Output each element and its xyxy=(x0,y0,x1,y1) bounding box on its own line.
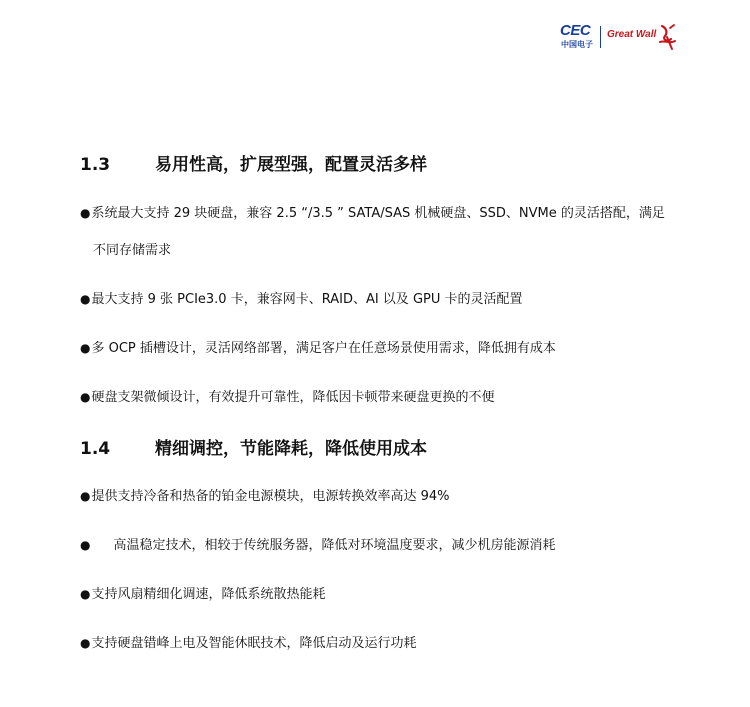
section-number: 1.3 xyxy=(80,155,111,175)
greatwall-brand-mark-icon xyxy=(658,22,678,52)
greatwall-logo-text: Great Wall xyxy=(607,29,657,40)
bullet-dot-icon: ● xyxy=(80,587,91,601)
list-item xyxy=(80,534,556,553)
header-logo xyxy=(560,22,680,54)
list-item-text: 支持硬盘错峰上电及智能休眠技术，降低启动及运行功耗 xyxy=(91,636,417,651)
cec-logo-subtext: 中国电子 xyxy=(561,40,593,49)
list-item-text: 最大支持 9 张 PCIe3.0 卡，兼容网卡、RAID、AI 以及 GPU 卡的灵活配置 xyxy=(91,292,523,307)
section-heading-1-4 xyxy=(80,434,427,459)
list-item-text: 系统最大支持 29 块硬盘，兼容 2.5 “/3.5 ” SATA/SAS 机械硬盘、SSD、NVMe 的灵活搭配，满足 xyxy=(91,206,665,221)
list-item-text: 支持风扇精细化调速，降低系统散热能耗 xyxy=(91,587,326,602)
list-item xyxy=(80,632,417,651)
list-item-text: 多 OCP 插槽设计，灵活网络部署，满足客户在任意场景使用需求，降低拥有成本 xyxy=(91,341,556,356)
section-number: 1.4 xyxy=(80,439,111,459)
bullet-dot-icon: ● xyxy=(80,636,91,650)
list-item xyxy=(80,337,556,356)
section-title: 易用性高，扩展型强，配置灵活多样 xyxy=(155,155,427,175)
bullet-dot-icon: ● xyxy=(80,538,91,552)
bullet-dot-icon: ● xyxy=(80,489,91,503)
list-item-text: 硬盘支架微倾设计，有效提升可靠性，降低因卡顿带来硬盘更换的不便 xyxy=(91,390,495,405)
bullet-dot-icon: ● xyxy=(80,206,91,220)
list-item xyxy=(80,202,665,221)
list-item xyxy=(80,485,450,504)
list-item xyxy=(80,288,523,307)
bullet-dot-icon: ● xyxy=(80,292,91,306)
bullet-dot-icon: ● xyxy=(80,390,91,404)
cec-logo-text: CEC xyxy=(560,22,591,39)
list-item xyxy=(80,583,326,602)
section-title: 精细调控，节能降耗，降低使用成本 xyxy=(155,439,427,459)
list-item xyxy=(80,386,495,405)
logo-divider xyxy=(600,26,601,48)
list-item-text: 高温稳定技术，相较于传统服务器，降低对环境温度要求，减少机房能源消耗 xyxy=(113,538,556,553)
bullet-dot-icon: ● xyxy=(80,341,91,355)
list-item-text: 提供支持冷备和热备的铂金电源模块，电源转换效率高达 94% xyxy=(91,489,450,504)
section-heading-1-3 xyxy=(80,150,427,175)
list-item-continuation: 不同存储需求 xyxy=(93,243,172,258)
